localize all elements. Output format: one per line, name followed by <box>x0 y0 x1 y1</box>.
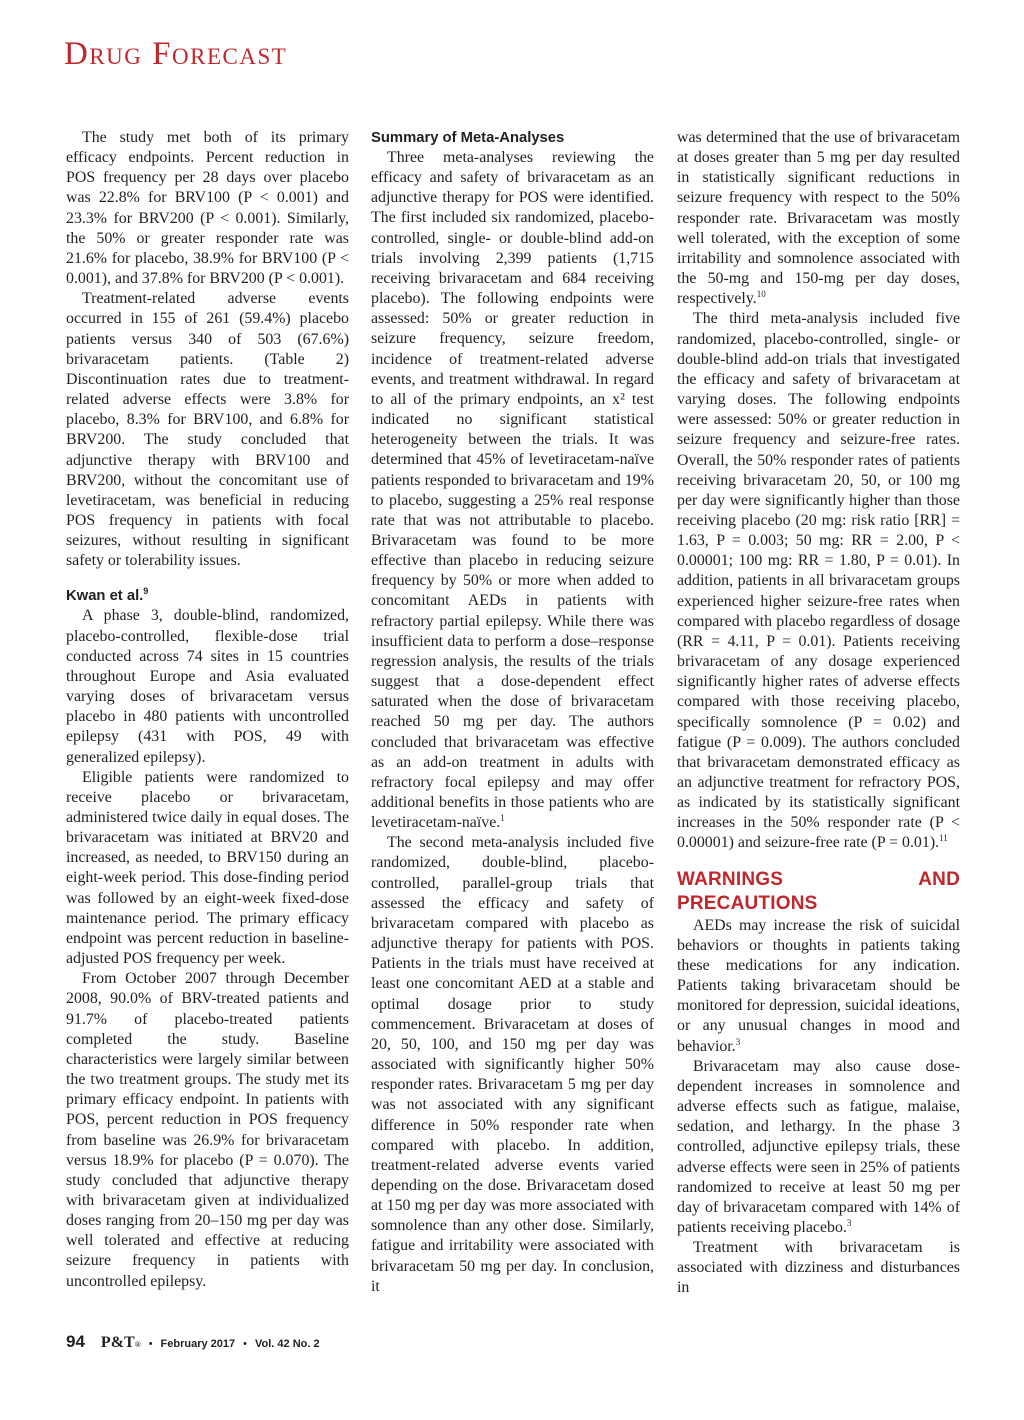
journal-title: P&T <box>100 1334 135 1351</box>
reference-marker: 9 <box>143 586 149 597</box>
reference-marker: 1 <box>500 813 505 824</box>
reference-marker: 3 <box>846 1217 852 1228</box>
reference-marker: 3 <box>735 1036 741 1047</box>
paragraph: A phase 3, double-blind, randomized, placebo-controlled, flexible-dose trial conducted across 74 sites in 15 countries throughout Europe and Asia evaluated varying doses of brivaracetam versus placebo in 480 patients with uncontrolled epilepsy (431 with POS, 49 with generalized epilepsy). <box>66 607 349 766</box>
paragraph <box>677 1057 960 1238</box>
paragraph-text: was determined that the use of brivaracetam at doses greater than 5 mg per day resulted in statistically significant reductions in seizure frequency with respect to the 50% responder rate. Brivaracetam was mostly well tolerated, with the exception of some irritability and somnolence associated with the 50-mg and 150-mg per day doses, respectively. <box>677 129 960 308</box>
paragraph: Treatment-related adverse events occurred in 155 of 261 (59.4%) placebo patients versus 340 of 503 (67.6%) brivaracetam patients. (Table 2) Discontinuation rates due to treatment-related adverse effects were 3.8% for placebo, 8.3% for BRV100, and 6.8% for BRV200. The study concluded that adjunctive therapy with BRV100 and BRV200, without the concomitant use of levetiracetam, was beneficial in reducing POS frequency in patients with focal seizures, without resulting in significant safety or tolerability issues. <box>66 290 349 570</box>
page-footer <box>66 1332 320 1352</box>
paragraph <box>677 916 960 1057</box>
page-number: 94 <box>66 1332 85 1351</box>
paragraph: From October 2007 through December 2008, 90.0% of BRV-treated patients and 91.7% of placebo-treated patients completed the study. Baseline characteristics were largely similar between the two treatment groups. The study met its primary efficacy endpoint. In patients with POS, percent reduction in POS frequency from baseline was 26.9% for brivaracetam versus 18.9% for placebo (P = 0.070). The study concluded that adjunctive therapy with brivaracetam given at individualized doses ranging from 20–150 mg per day was well tolerated and effective at reducing seizure frequency in patients with uncontrolled epilepsy. <box>66 970 349 1290</box>
separator: • <box>243 1338 248 1350</box>
column-3 <box>677 128 960 1299</box>
paragraph-text: The third meta-analysis included five randomized, placebo-controlled, single- or double-blind add-on trials that investigated the efficacy and safety of brivaracetam at varying doses. The following endpoints were assessed: 50% or greater reduction in seizure frequency and seizure-free rates. Overall, the 50% responder rates of patients receiving brivaracetam 20, 50, or 100 mg per day were significantly higher than those receiving placebo (20 mg: risk ratio [RR] = 1.63, P = 0.003; 50 mg: RR = 2.00, P < 0.00001; 100 mg: RR = 1.80, P = 0.01). In addition, patients in all brivaracetam groups experienced higher seizure-free rates when compared with placebo regardless of dosage (RR = 4.11, P = 0.01). Patients receiving brivaracetam of any dosage experienced significantly higher rates of adverse effects compared with those receiving placebo, specifically somnolence (P = 0.02) and fatigue (P = 0.009). The authors concluded that brivaracetam demonstrated efficacy as an adjunctive treatment for refractory POS, as indicated by its statistically significant increases in the 50% responder rate (P < 0.00001) and seizure-free rate (P = 0.01). <box>677 310 960 852</box>
subheading-kwan <box>66 586 349 606</box>
paragraph <box>677 128 960 309</box>
journal-name <box>101 1334 141 1352</box>
column-2 <box>371 128 654 1297</box>
section-heading-warnings: WARNINGS AND PRECAUTIONS <box>677 868 960 914</box>
paragraph: Eligible patients were randomized to receive placebo or brivaracetam, administered twice daily in equal doses. The brivaracetam was initiated at BRV20 and increased, as needed, to BRV150 during an eight-week period. This dose-finding period was followed by an eight-week fixed-dose maintenance period. The primary efficacy endpoint was percent reduction in baseline-adjusted POS frequency per week. <box>66 768 349 968</box>
volume-info: Vol. 42 No. 2 <box>255 1338 320 1350</box>
paragraph: Treatment with brivaracetam is associated with dizziness and disturbances in <box>677 1239 960 1297</box>
issue-date: February 2017 <box>160 1338 236 1350</box>
paragraph <box>677 309 960 853</box>
paragraph-text: Brivaracetam may also cause dose-dependent increases in somnolence and adverse effects such as fatigue, malaise, sedation, and lethargy. In the phase 3 controlled, adjunctive epilepsy trials, these adverse effects were seen in 25% of patients randomized to receive at least 50 mg per day of brivaracetam compared with 14% of patients receiving placebo. <box>677 1057 960 1236</box>
reference-marker: 11 <box>939 833 948 844</box>
reference-marker: 10 <box>756 289 766 300</box>
subheading-meta-analyses: Summary of Meta-Analyses <box>371 130 565 146</box>
paragraph-text: AEDs may increase the risk of suicidal behaviors or thoughts in patients taking these medications for any indication. Patients taking brivaracetam should be monitored for depression, suicidal ideations, or any unusual changes in mood and behavior. <box>677 916 960 1055</box>
subheading-text: Kwan et al. <box>66 588 144 605</box>
paragraph: The second meta-analysis included five randomized, double-blind, placebo-controlled, parallel-group trials that assessed the efficacy and safety of brivaracetam compared with placebo as adjunctive therapy for patients with POS. Patients in the trials must have received at least one concomitant AED at a stable and optimal dosage prior to study commencement. Brivaracetam at doses of 20, 50, 100, and 150 mg per day was associated with significantly higher 50% responder rates. Brivaracetam 5 mg per day was not associated with any significant difference in 50% responder rate when compared with placebo. In addition, treatment-related adverse events varied depending on the dose. Brivaracetam dosed at 150 mg per day was more associated with somnolence than any other dose. Similarly, fatigue and irritability were associated with brivaracetam 50 mg per day. In conclusion, it <box>371 834 654 1295</box>
section-title: Drug Forecast <box>64 36 288 72</box>
separator: • <box>148 1338 153 1350</box>
paragraph-text: Three meta-analyses reviewing the efficacy and safety of brivaracetam as an adjunctive therapy for POS were identified. The first included six randomized, placebo-controlled, single- or double-blind add-on trials involving 2,399 patients (1,715 receiving brivaracetam and 684 receiving placebo). The following endpoints were assessed: 50% or greater reduction in seizure frequency, seizure freedom, incidence of treatment-related adverse events, and treatment withdrawal. In regard to all of the primary endpoints, an x² test indicated no significant statistical heterogeneity between the trials. It was determined that 45% of levetiracetam-naïve patients responded to brivaracetam and 19% to placebo, suggesting a 25% real response rate that was not attributable to placebo. Brivaracetam was found to be more effective than placebo in reducing seizure frequency by 50% or more when added to concomitant AEDs in patients with refractory partial epilepsy. While there was insufficient data to perform a dose–response regression analysis, the results of the trials suggest that a dose-dependent effect saturated when the dose of brivaracetam reached 50 mg per day. The authors concluded that brivaracetam was effective as an add-on treatment in adults with refractory focal epilepsy and may offer additional benefits in those patients who are levetiracetam-naïve. <box>371 149 654 832</box>
paragraph <box>371 148 654 833</box>
column-1 <box>66 128 349 1292</box>
paragraph: The study met both of its primary efficacy endpoints. Percent reduction in POS frequency per 28 days over placebo was 22.8% for BRV100 (P < 0.001) and 23.3% for BRV200 (P < 0.001). Similarly, the 50% or greater responder rate was 21.6% for placebo, 38.9% for BRV100 (P < 0.001), and 37.8% for BRV200 (P < 0.001). <box>66 129 349 288</box>
registered-mark: ® <box>134 1340 141 1349</box>
